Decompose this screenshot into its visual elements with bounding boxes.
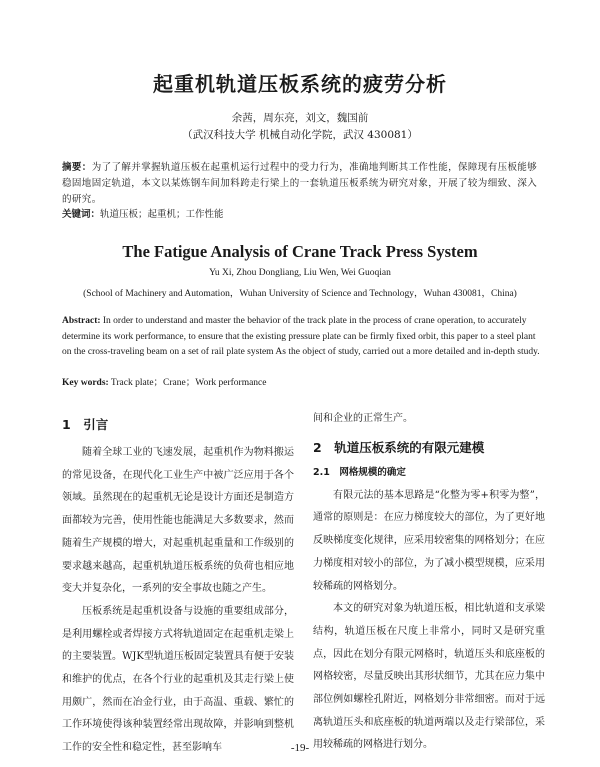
section-2-1-paragraph-2: 本文的研究对象为轨道压板，相比轨道和支承梁结构，轨道压板在尺度上非常小，同时又是研究重点，因此在划分有限元网格时，轨道压头和底座板的网格较密，尽量反映出其形状细节，尤其在应力集中部位例如螺栓孔附近，网格划分非常细密。而对于远离轨道压头和底座板的轨道两端以及走行梁部位，采用较稀疏的网格进行划分。 (313, 603, 545, 751)
keywords-cn-label: 关键词： (62, 209, 101, 220)
section-2-heading: 2 轨道压板系统的有限元建模 (313, 439, 485, 455)
keywords-cn-text: 轨道压板；起重机；工作性能 (100, 209, 224, 220)
page-number: -19- (290, 742, 310, 754)
abstract-cn-text: 为了了解并掌握轨道压板在起重机运行过程中的受力行为，准确地判断其工作性能，保障现有压板能够稳固地固定轨道，本文以某炼钢车间加料跨走行梁上的一套轨道压板系统为研究对象，开展了较为细致、深入的研究。 (62, 162, 538, 205)
abstract-cn-label: 摘要： (62, 162, 92, 173)
affiliation-cn: （武汉科技大学 机械自动化学院，武汉 430081） (182, 129, 418, 141)
subsection-2-1-heading: 2.1 网格规模的确定 (313, 466, 406, 478)
paper-title-cn: 起重机轨道压板系统的疲劳分析 (153, 72, 447, 96)
abstract-en-label: Abstract: (62, 316, 101, 326)
keywords-en-label: Key words: (62, 378, 109, 388)
keywords-cn (62, 208, 542, 222)
affiliation-en: (School of Machinery and Automation，Wuhan University of Science and Technology，Wuhan 430081，China) (83, 289, 517, 299)
section-1-paragraph-1: 随着全球工业的飞速发展，起重机作为物料搬运的常见设备，在现代化工业生产中被广泛应用于各个领域。虽然现在的起重机无论是设计方面还是制造方面都较为完善，使用性能也能满足大多数要求，然而随着生产规模的增大，对起重机起重量和工作级别的要求越来越高，起重机轨道压板系统的负荷也相应地变大并复杂化，一系列的安全事故也随之产生。 (62, 447, 294, 595)
section-2-1-paragraph-1: 有限元法的基本思路是“化整为零+积零为整”，通常的原则是：在应力梯度较大的部位，为了更好地反映梯度变化规律，应采用较密集的网格划分；在应力梯度相对较小的部位，为了减小模型规模，应采用较稀疏的网格划分。 (313, 489, 545, 592)
keywords-en (62, 376, 544, 390)
abstract-cn (62, 160, 542, 208)
section-1-paragraph-2: 压板系统是起重机设备与设施的重要组成部分，是利用螺栓或者焊接方式将轨道固定在起重机走梁上的主要装置。WJK型轨道压板固定装置具有便于安装和维护的优点，在各个行业的起重机及其走行梁上使用颇广，然而在冶金行业，由于高温、重载、繁忙的工作环境使得该种装置经常出现故障，并影响到整机工作的安全性和稳定性，甚至影响车 (62, 605, 294, 754)
abstract-en-text: In order to understand and master the behavior of the track plate in the process of crane operation, to accurately determine its work performance, to ensure that the existing pressure plate can be firmly fixed orbit, this paper to a steel plant on the cross-traveling beam on a set of rail plate system As the object of study, carried out a more detailed and in-depth study. (62, 316, 540, 357)
authors-en: Yu Xi, Zhou Dongliang, Liu Wen, Wei Guoqian (209, 268, 391, 278)
right-column (313, 408, 545, 757)
section-1-heading: 1 引言 (62, 417, 109, 432)
carryover-text: 间和企业的正常生产。 (313, 413, 413, 424)
paper-title-en: The Fatigue Analysis of Crane Track Press System (122, 242, 478, 261)
keywords-en-text: Track plate；Crane；Work performance (108, 378, 267, 388)
left-column (62, 412, 294, 760)
abstract-en (62, 314, 544, 361)
authors-cn: 余茜，周东亮，刘文，魏国前 (231, 112, 369, 124)
